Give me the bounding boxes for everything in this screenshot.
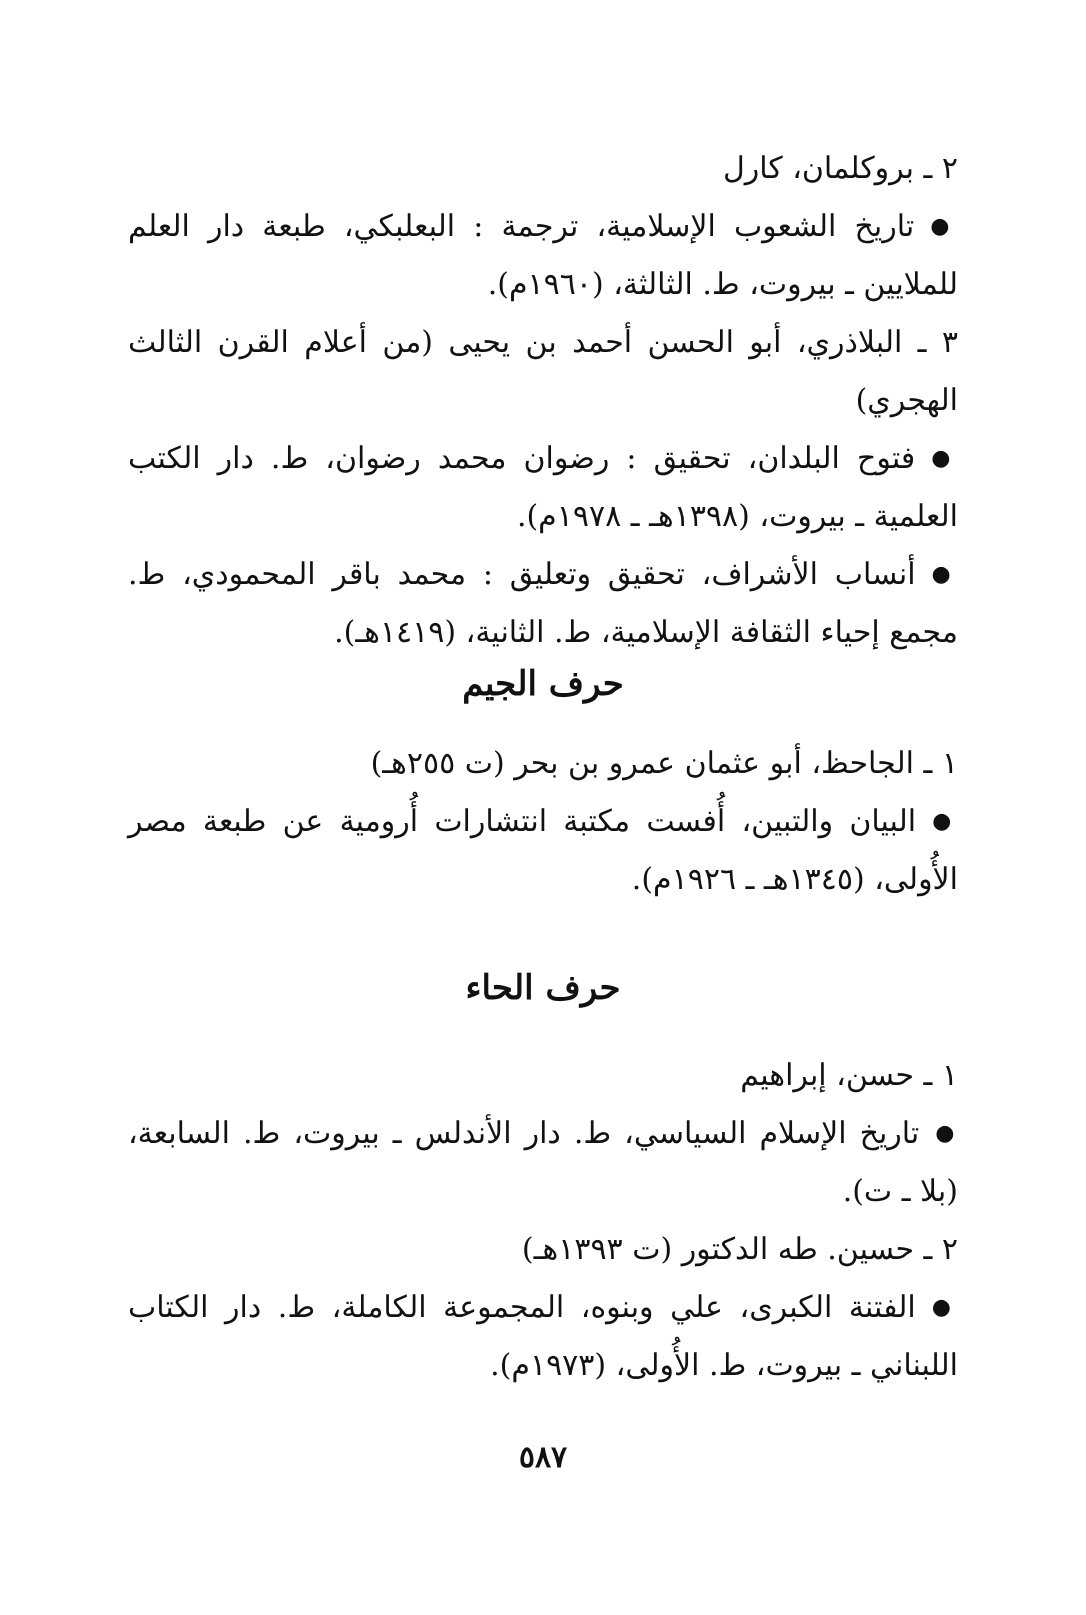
author-entry: ٢ ـ حسين. طه الدكتور (ت ١٣٩٣هـ): [521, 1232, 958, 1267]
book-entry: [128, 198, 958, 314]
bullet-icon: ●: [930, 214, 958, 239]
book-text: أنساب الأشراف، تحقيق وتعليق : محمد باقر المحمودي، ط. مجمع إحياء الثقافة الإسلامية، ط. الثانية، (١٤١٩هـ).: [128, 557, 958, 650]
section-continuation: [128, 140, 958, 662]
bullet-icon: ●: [932, 809, 958, 834]
bullet-icon: ●: [935, 1121, 958, 1146]
book-text: تاريخ الإسلام السياسي، ط. دار الأندلس ـ بيروت، ط. السابعة، (بلا ـ ت).: [128, 1116, 958, 1209]
book-entry: [128, 430, 958, 546]
page-number: ٥٨٧: [518, 1440, 568, 1475]
author-entry: ٢ ـ بروكلمان، كارل: [722, 151, 958, 186]
book-text: الفتنة الكبرى، علي وبنوه، المجموعة الكاملة، ط. دار الكتاب اللبناني ـ بيروت، ط. الأُولى، (١٩٧٣م).: [128, 1290, 958, 1383]
book-entry: [128, 1279, 958, 1395]
author-entry: ١ ـ الجاحظ، أبو عثمان عمرو بن بحر (ت ٢٥٥هـ): [370, 746, 958, 781]
book-entry: [128, 546, 958, 662]
section-heading-jim: حرف الجيم: [462, 664, 624, 704]
bullet-icon: ●: [931, 1295, 958, 1320]
bullet-icon: ●: [931, 562, 958, 587]
bullet-icon: ●: [931, 446, 958, 471]
book-text: تاريخ الشعوب الإسلامية، ترجمة : البعلبكي، طبعة دار العلم للملايين ـ بيروت، ط. الثالثة، (١٩٦٠م).: [128, 209, 958, 302]
book-text: فتوح البلدان، تحقيق : رضوان محمد رضوان، ط. دار الكتب العلمية ـ بيروت، (١٣٩٨هـ ـ ١٩٧٨م).: [128, 441, 958, 534]
book-entry: [128, 1105, 958, 1221]
section-heading-ha: حرف الحاء: [465, 968, 621, 1008]
book-text: البيان والتبين، أُفست مكتبة انتشارات أُرومية عن طبعة مصر الأُولى، (١٣٤٥هـ ـ ١٩٢٦م).: [128, 804, 958, 897]
section-jim: [128, 735, 958, 909]
author-entry: ٣ ـ البلاذري، أبو الحسن أحمد بن يحيى (من أعلام القرن الثالث الهجري): [128, 325, 958, 418]
book-entry: [128, 793, 958, 909]
author-entry: ١ ـ حسن، إبراهيم: [740, 1058, 958, 1093]
section-ha: [128, 1047, 958, 1395]
